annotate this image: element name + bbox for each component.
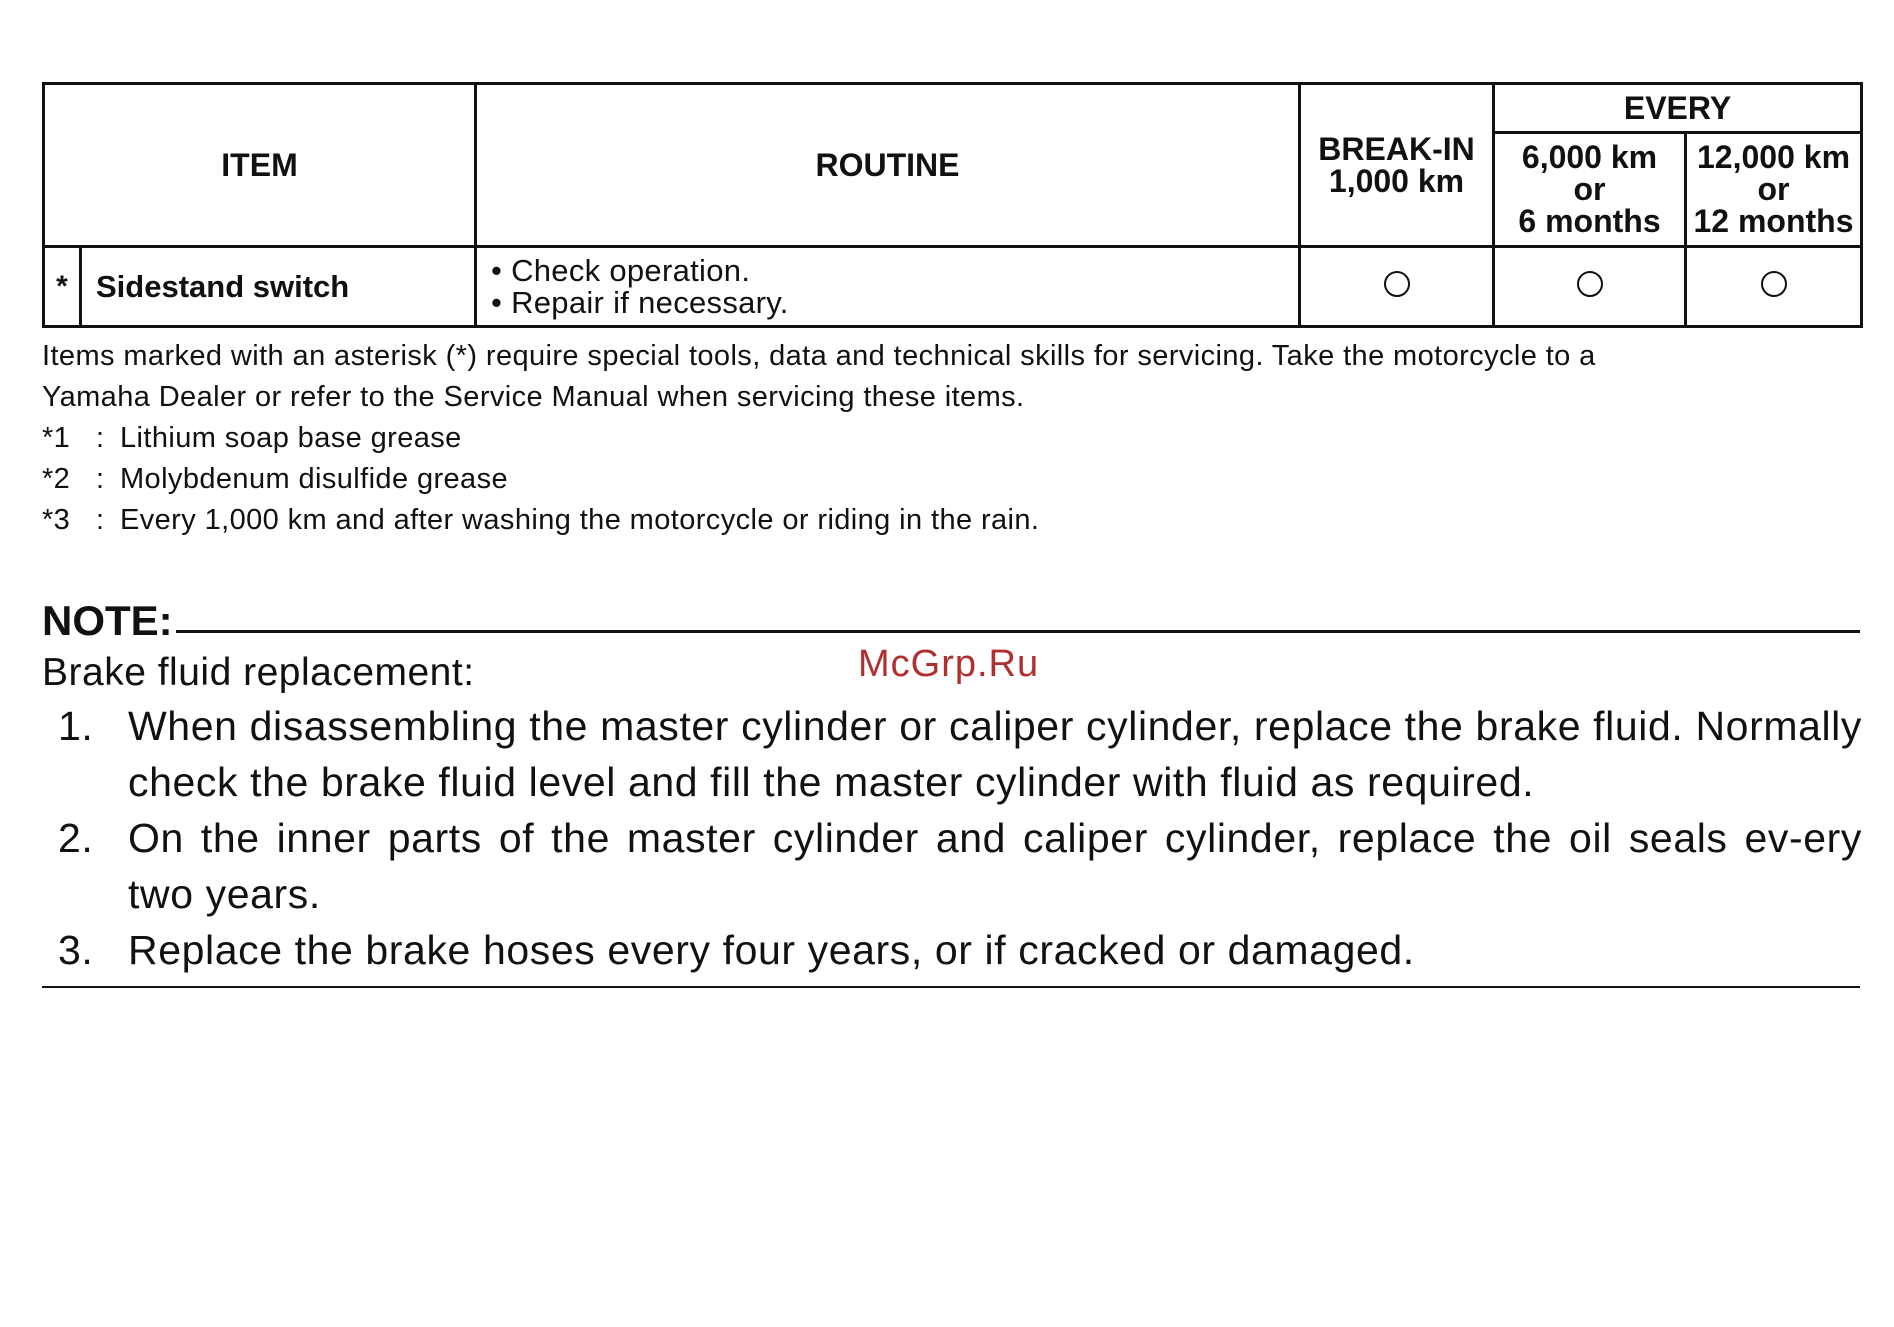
list-item: 2. On the inner parts of the master cylinder and caliper cylinder, replace the oil seals ev-ery two years. — [58, 815, 1862, 917]
header-routine: ROUTINE — [476, 84, 1300, 247]
circle-mark-icon — [1384, 271, 1410, 297]
table-row — [44, 247, 1862, 327]
footnote-item: *1 : Lithium soap base grease — [42, 422, 462, 454]
break-in-cell — [1300, 247, 1494, 327]
item-name: Sidestand switch — [81, 247, 476, 327]
note-list — [58, 698, 1862, 978]
routine-text: • Check operation. • Repair if necessary. — [476, 247, 1300, 327]
header-every: EVERY — [1494, 84, 1862, 133]
footnote-item: *2 : Molybdenum disulfide grease — [42, 463, 509, 495]
note-divider — [176, 630, 1860, 633]
maintenance-table — [42, 82, 1863, 328]
footnote-item: *3 : Every 1,000 km and after washing the motorcycle or riding in the rain. — [42, 504, 1040, 536]
header-12000km: 12,000 km or 12 months — [1686, 132, 1862, 246]
watermark: McGrp.Ru — [858, 643, 1040, 685]
list-item: 3. Replace the brake hoses every four years, or if cracked or damaged. — [58, 927, 1415, 973]
asterisk-mark: * — [44, 247, 81, 327]
6000km-cell — [1494, 247, 1686, 327]
note-subheading: Brake fluid replacement: — [42, 651, 475, 694]
12000km-cell — [1686, 247, 1862, 327]
header-6000km: 6,000 km or 6 months — [1494, 132, 1686, 246]
list-item: 1. When disassembling the master cylinder or caliper cylinder, replace the brake fluid. Normally check the brake fluid level and fill the master cylinder with fluid as required. — [58, 703, 1862, 805]
footnote-intro-line2: Yamaha Dealer or refer to the Service Manual when servicing these items. — [42, 381, 1025, 413]
header-break-in: BREAK-IN 1,000 km — [1300, 84, 1494, 247]
footnote-intro-line1: Items marked with an asterisk (*) require special tools, data and technical skills for servicing. Take the motorcycle to a — [42, 340, 1596, 372]
header-item: ITEM — [44, 84, 476, 247]
footnotes — [42, 336, 1872, 541]
circle-mark-icon — [1577, 271, 1603, 297]
circle-mark-icon — [1761, 271, 1787, 297]
note-heading: NOTE: — [42, 597, 173, 644]
bottom-divider — [42, 986, 1860, 988]
